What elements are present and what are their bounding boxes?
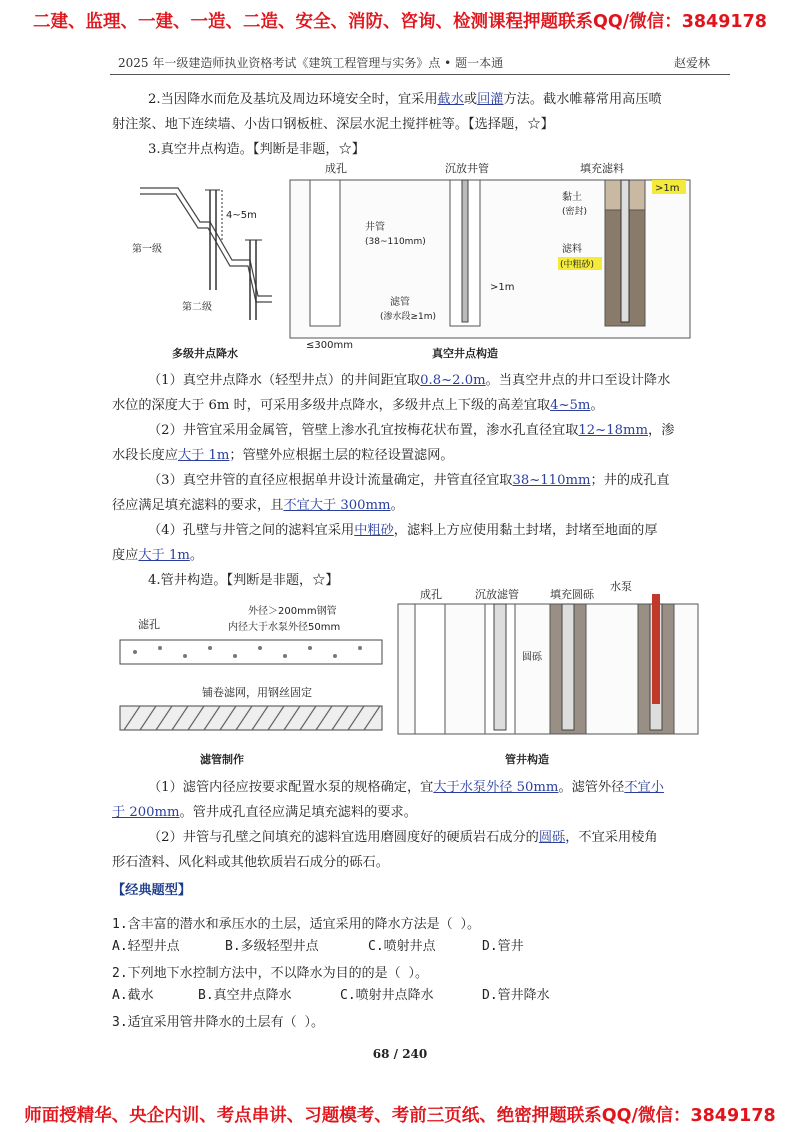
item-2-line2: 水段长度应大于 1m；管壁外应根据土层的粒径设置滤网。 bbox=[112, 448, 454, 463]
q2-option-b: B.真空井点降水 bbox=[198, 988, 292, 1003]
caption-vacuum: 真空井点构造 bbox=[432, 347, 498, 360]
classic-title: 【经典题型】 bbox=[112, 883, 192, 898]
col-hole-2: 成孔 bbox=[420, 588, 442, 601]
tube-well-figure bbox=[110, 578, 710, 738]
item-3: （3）真空井管的直径应根据单井设计流量确定，井管直径宜取38~110mm；井的成孔直 bbox=[148, 473, 670, 488]
col-pipe: 沉放井管 bbox=[445, 162, 489, 175]
label-medium-sand: (中粗砂) bbox=[560, 260, 595, 270]
item-2: （2）井管宜采用金属管，管壁上渗水孔宜按梅花状布置，渗水孔直径宜取12~18mm，渗 bbox=[148, 423, 675, 438]
label-level-2: 第二级 bbox=[182, 302, 212, 313]
heading-4: 4.管井构造。【判断是非题，☆】 bbox=[148, 573, 339, 588]
label-level-1: 第一级 bbox=[132, 244, 162, 255]
item-4: （4）孔壁与井管之间的滤料宜采用中粗砂，滤料上方应使用黏土封堵，封堵至地面的厚 bbox=[148, 523, 658, 538]
item-1-line2: 水位的深度大于 6m 时，可采用多级井点降水，多级井点上下级的高差宜取4~5m。 bbox=[112, 398, 604, 413]
question-3-stem: 3.适宜采用管井降水的土层有（ ）。 bbox=[112, 1015, 324, 1030]
label-clay: 黏土 bbox=[562, 192, 582, 203]
page-number: 68 / 240 bbox=[372, 1047, 428, 1061]
label-hole: 滤孔 bbox=[138, 618, 160, 631]
paragraph-2-line2: 射注浆、地下连续墙、小齿口钢板桩、深层水泥土搅拌桩等。【选择题，☆】 bbox=[112, 117, 554, 132]
page-header bbox=[110, 52, 730, 75]
header-author: 赵爱林 bbox=[673, 56, 710, 70]
label-filter-pipe: 滤管 bbox=[390, 297, 410, 308]
tube-item-2-line2: 形石渣料、风化料或其他软质岩石成分的砾石。 bbox=[112, 855, 389, 870]
caption-multi-level: 多级井点降水 bbox=[172, 347, 238, 360]
top-banner: 二建、监理、一建、一造、二造、安全、消防、咨询、检测课程押题联系QQ/微信：3849178 bbox=[33, 12, 767, 32]
col-gravel: 填充圆砾 bbox=[550, 588, 594, 601]
label-outer: 外径＞200mm钢管 bbox=[248, 606, 337, 617]
heading-3: 3.真空井点构造。【判断是非题，☆】 bbox=[148, 142, 365, 157]
paragraph-2: 2.当因降水而危及基坑及周边环境安全时，宜采用截水或回灌方法。截水帷幕常用高压喷 bbox=[148, 92, 662, 107]
label-pump: 水泵 bbox=[610, 580, 632, 593]
label-mesh: 铺卷滤网，用钢丝固定 bbox=[202, 686, 312, 699]
q1-option-b: B.多级轻型井点 bbox=[225, 939, 319, 954]
col-fill: 填充滤料 bbox=[580, 162, 624, 175]
dim-300mm: ≤300mm bbox=[306, 340, 353, 351]
q1-option-d: D.管井 bbox=[482, 939, 524, 954]
item-4-line2: 度应大于 1m。 bbox=[112, 548, 204, 563]
col-filter-tube: 沉放滤管 bbox=[475, 588, 519, 601]
question-2-stem: 2.下列地下水控制方法中，不以降水为目的的是（ ）。 bbox=[112, 966, 428, 981]
q1-option-a: A.轻型井点 bbox=[112, 939, 180, 954]
tube-item-1: （1）滤管内径应按要求配置水泵的规格确定，宜大于水泵外径 50mm。滤管外径不宜小 bbox=[148, 780, 664, 795]
label-gravel: 圆砾 bbox=[522, 652, 542, 663]
label-4-5m: 4~5m bbox=[226, 210, 257, 221]
q2-option-a: A.截水 bbox=[112, 988, 154, 1003]
multi-level-diagram bbox=[132, 188, 272, 320]
label-pipe: 井管 bbox=[365, 222, 385, 233]
item-1: （1）真空井点降水（轻型井点）的井间距宜取0.8~2.0m。当真空井点的井口至设计降水 bbox=[148, 373, 671, 388]
q1-option-c: C.喷射井点 bbox=[368, 939, 436, 954]
question-1-stem: 1.含丰富的潜水和承压水的土层，适宜采用的降水方法是（ ）。 bbox=[112, 917, 480, 932]
q2-option-d: D.管井降水 bbox=[482, 988, 550, 1003]
label-inner: 内径大于水泵外径50mm bbox=[228, 622, 341, 633]
label-filter: 滤料 bbox=[562, 244, 582, 255]
vacuum-wellpoint-figure bbox=[110, 160, 710, 360]
label-pipe-size: (38~110mm) bbox=[365, 237, 426, 247]
tube-item-1-line2: 于 200mm。管井成孔直径应满足填充滤料的要求。 bbox=[112, 805, 417, 820]
col-hole: 成孔 bbox=[325, 162, 347, 175]
label-seep: (渗水段≥1m) bbox=[380, 312, 437, 322]
bottom-banner: 师面授精华、央企内训、考点串讲、习题模考、考前三页纸、绝密押题联系QQ/微信：3849178 bbox=[24, 1106, 776, 1126]
q2-option-c: C.喷射井点降水 bbox=[340, 988, 434, 1003]
header-title: 2025 年一级建造师执业资格考试《建筑工程管理与实务》点 • 题一本通 bbox=[118, 56, 504, 70]
caption-filter-pipe: 滤管制作 bbox=[200, 753, 244, 766]
tube-item-2: （2）井管与孔壁之间填充的滤料宜选用磨圆度好的硬质岩石成分的圆砾，不宜采用棱角 bbox=[148, 830, 658, 845]
caption-tube-well: 管井构造 bbox=[505, 753, 549, 766]
label-gt1m-a: >1m bbox=[490, 282, 515, 293]
label-gt1m-b: >1m bbox=[655, 183, 680, 194]
item-3-line2: 径应满足填充滤料的要求，且不宜大于 300mm。 bbox=[112, 498, 404, 513]
label-seal: (密封) bbox=[562, 207, 588, 217]
